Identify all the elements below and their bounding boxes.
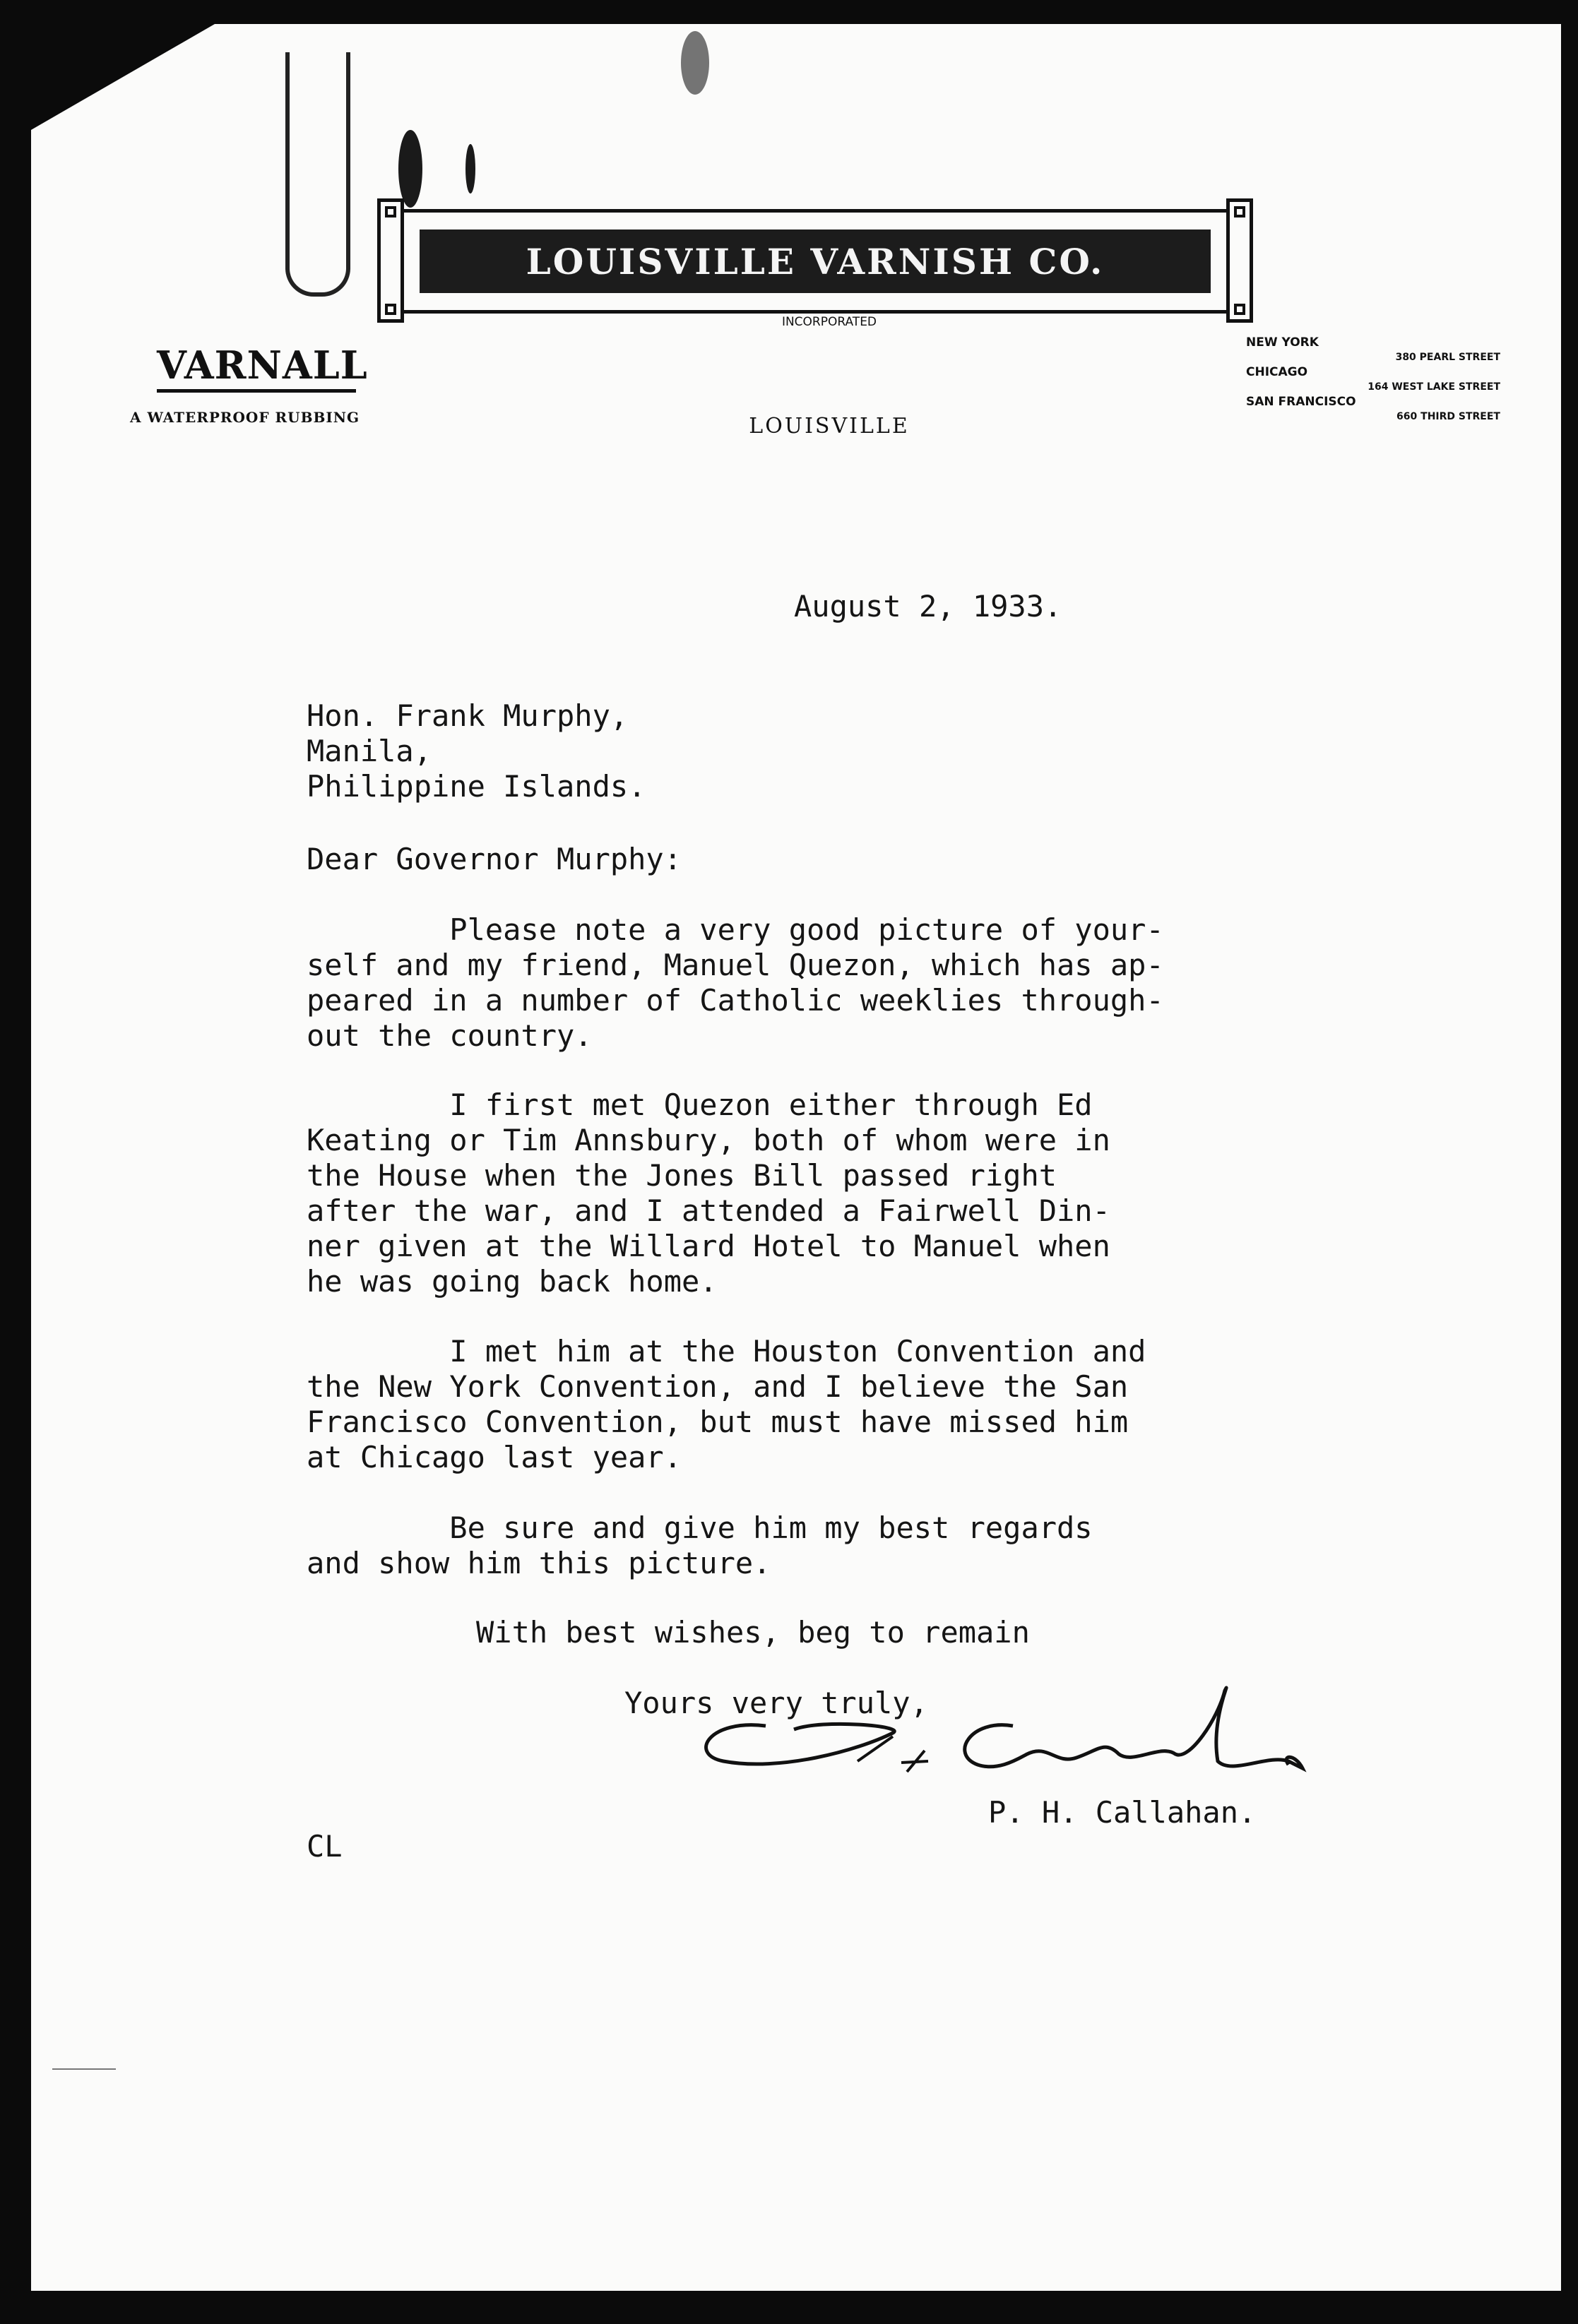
body-paragraph: Please note a very good picture of your- self and my friend, Manuel Quezon, which has ap- peared in a number of Catholic weeklies through- out the country. [307,912,1164,1053]
ink-smudge [398,130,422,208]
office-city: NEW YORK [1246,335,1319,350]
recipient-line: Manila, [307,734,432,768]
body-paragraph: I met him at the Houston Convention and the New York Convention, and I believe the San Francisco Convention, but must have missed him at Chicago last year. [307,1334,1146,1474]
incorporated-label: INCORPORATED [781,315,877,329]
signer-name: P. H. Callahan. [988,1795,1257,1830]
brand-logo: VARNALL [157,343,356,393]
folded-corner [31,24,215,130]
office-city: CHICAGO [1246,365,1308,379]
banner-plate [420,230,1211,293]
company-banner [391,209,1239,314]
paper-clip-mark [285,52,350,297]
typist-initials: CL [307,1829,343,1864]
banner-bracket-left [377,198,404,323]
office-address: 380 PEARL STREET [1395,352,1500,363]
recipient-line: Hon. Frank Murphy, [307,698,629,733]
salutation: Dear Governor Murphy: [307,842,682,876]
office-address: 660 THIRD STREET [1396,411,1500,422]
office-address: 164 WEST LAKE STREET [1368,381,1500,393]
company-name: LOUISVILLE VARNISH CO. [526,240,1105,282]
banner-bracket-right [1226,198,1253,323]
brand-tagline: A WATERPROOF RUBBING [130,409,360,426]
body-paragraph: Be sure and give him my best regards and show him this picture. [307,1510,1093,1580]
recipient-address [307,698,646,804]
ink-smudge [681,31,709,95]
branch-offices [1246,335,1500,424]
recipient-line: Philippine Islands. [307,769,646,804]
letter-page [31,24,1561,2291]
handwritten-signature [681,1676,1352,1804]
office-city: SAN FRANCISCO [1246,395,1356,409]
body-paragraph: I first met Quezon either through Ed Keating or Tim Annsbury, both of whom were in the House when the Jones Bill passed right after the war, and I attended a Fairwell Din- ner given at the Willard Hotel to Manuel when he was going back home. [307,1087,1110,1299]
closing-line: With best wishes, beg to remain [476,1615,1030,1650]
ink-smudge [465,144,475,193]
complimentary-close: Yours very truly, [624,1686,928,1720]
letter-date: August 2, 1933. [794,589,1062,624]
stray-mark [52,2068,116,2070]
letterhead-city: LOUISVILLE [749,414,910,439]
